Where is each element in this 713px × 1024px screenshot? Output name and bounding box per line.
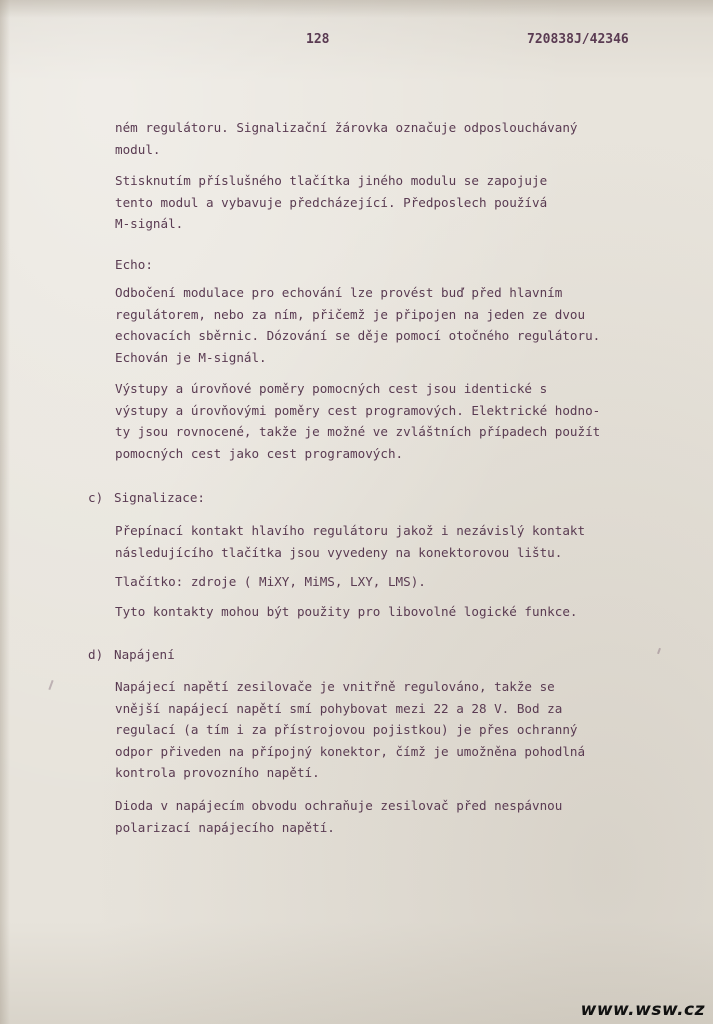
text-line: následujícího tlačítka jsou vyvedeny na konektorovou lištu. — [115, 544, 563, 560]
paragraph — [115, 795, 685, 838]
text-line: Přepínací kontakt hlavího regulátoru jakož i nezávislý kontakt — [115, 523, 586, 538]
paragraph — [115, 520, 685, 563]
document-reference: 720838J/42346 — [527, 32, 629, 47]
paragraph — [115, 676, 685, 784]
section-title: Signalizace: — [114, 490, 205, 505]
text-line: regulátorem, nebo za ním, přičemž je připojen na jeden ze dvou — [115, 306, 586, 322]
text-line: Výstupy a úrovňové poměry pomocných cest jsou identické s — [115, 381, 548, 396]
echo-heading: Echo: — [115, 257, 153, 272]
text-line: ném regulátoru. Signalizační žárovka označuje odposlouchávaný — [115, 120, 578, 135]
text-line: pomocných cest jako cest programových. — [115, 445, 404, 461]
text-line: vnější napájecí napětí smí pohybovat mezi 22 a 28 V. Bod za — [115, 700, 563, 716]
section-marker: d) — [88, 647, 104, 662]
text-line: Tlačítko: zdroje ( MiXY, MiMS, LXY, LMS). — [115, 574, 426, 589]
text-line: modul. — [115, 141, 161, 157]
paragraph — [115, 601, 685, 623]
text-line: Odbočení modulace pro echování lze provést buď před hlavním — [115, 285, 563, 300]
text-line: polarizací napájecího napětí. — [115, 819, 335, 835]
paragraph — [115, 282, 685, 368]
text-line: Tyto kontakty mohou být použity pro libovolné logické funkce. — [115, 604, 578, 619]
section-marker: c) — [88, 490, 104, 505]
page-number: 128 — [306, 32, 330, 47]
section-title: Napájení — [114, 647, 175, 662]
ink-mark — [48, 680, 53, 690]
page-edge-shadow — [0, 0, 713, 18]
text-line: Dioda v napájecím obvodu ochraňuje zesilovač před nespávnou — [115, 798, 563, 813]
text-line: regulací (a tím i za přístrojovou pojistkou) je přes ochranný — [115, 722, 578, 737]
paragraph — [115, 378, 685, 464]
paragraph — [115, 117, 685, 160]
page-edge-shadow-left — [0, 0, 10, 1024]
section-d-heading — [88, 647, 175, 662]
paragraph — [115, 571, 685, 593]
text-line: tento modul a vybavuje předcházející. Předposlech používá — [115, 194, 548, 210]
text-line: Stisknutím příslušného tlačítka jiného modulu se zapojuje — [115, 173, 548, 188]
text-line: Echován je M-signál. — [115, 349, 267, 365]
watermark: www.wsw.cz — [580, 1000, 705, 1020]
ink-mark — [657, 648, 661, 654]
text-line: kontrola provozního napětí. — [115, 765, 320, 780]
text-line: odpor přiveden na přípojný konektor, čímž je umožněna pohodlná — [115, 743, 586, 759]
text-line: Napájecí napětí zesilovače je vnitřně regulováno, takže se — [115, 679, 555, 694]
text-line: echovacích sběrnic. Dózování se děje pomocí otočného regulátoru. — [115, 328, 601, 343]
section-c-heading — [88, 490, 205, 505]
text-line: M-signál. — [115, 216, 184, 231]
paragraph — [115, 170, 685, 235]
text-line: ty jsou rovnocené, takže je možné ve zvláštních případech použít — [115, 424, 601, 439]
text-line: výstupy a úrovňovými poměry cest programových. Elektrické hodno- — [115, 402, 601, 418]
